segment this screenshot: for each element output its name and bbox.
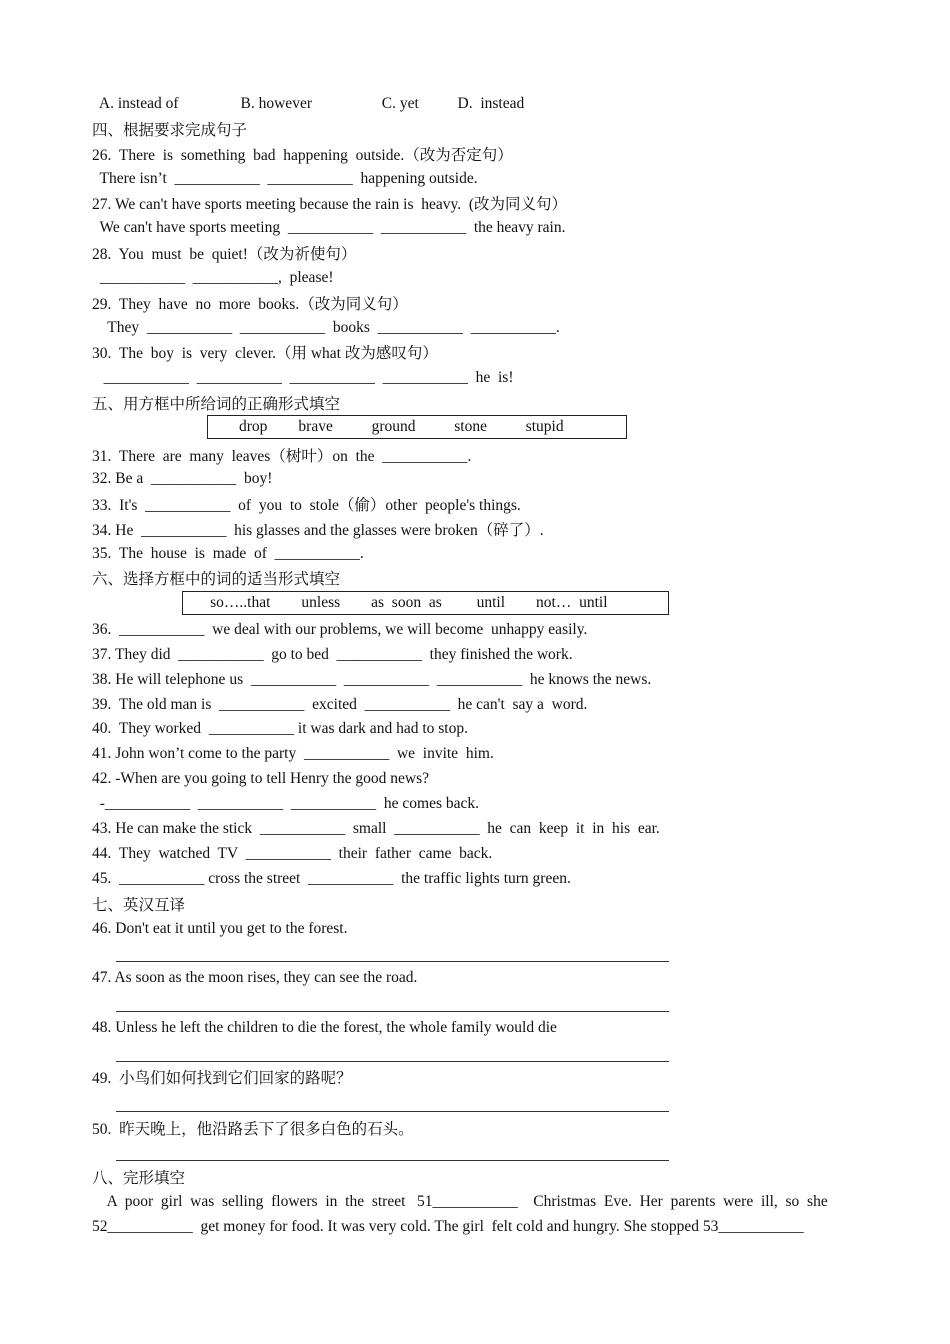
text-line: 31. There are many leaves（树叶）on the ___________.: [92, 448, 472, 465]
text-line: They ___________ ___________ books ___________ ___________.: [92, 319, 560, 336]
answer-line-49: [116, 1111, 669, 1112]
text-line: A poor girl was selling flowers in the street 51___________ Christmas Eve. Her parents were ill, so she: [92, 1193, 828, 1210]
text-line: 34. He ___________ his glasses and the glasses were broken（碎了）.: [92, 522, 544, 539]
answer-line-50: [116, 1160, 669, 1161]
word-box-section-5: drop brave ground stone stupid: [207, 415, 627, 439]
text-line: 四、根据要求完成句子: [92, 122, 248, 139]
text-line: 47. As soon as the moon rises, they can see the road.: [92, 969, 418, 986]
text-line: 33. It's ___________ of you to stole（偷）other people's things.: [92, 497, 521, 514]
text-line: 41. John won’t come to the party ___________ we invite him.: [92, 745, 494, 762]
text-line: 七、英汉互译: [92, 897, 186, 914]
text-line: 八、完形填空: [92, 1170, 186, 1187]
answer-line-46: [116, 961, 669, 962]
word-box-section-6: so…..that unless as soon as until not… until: [182, 591, 669, 615]
text-line: 39. The old man is ___________ excited ___________ he can't say a word.: [92, 696, 588, 713]
text-line: 40. They worked ___________ it was dark and had to stop.: [92, 720, 468, 737]
answer-line-47: [116, 1011, 669, 1012]
text-line: We can't have sports meeting ___________ ___________ the heavy rain.: [92, 219, 566, 236]
text-line: 38. He will telephone us ___________ ___________ ___________ he knows the news.: [92, 671, 652, 688]
text-line: 52___________ get money for food. It was very cold. The girl felt cold and hungry. She stopped 53___________: [92, 1218, 804, 1235]
text-line: 五、用方框中所给词的正确形式填空: [92, 396, 341, 413]
text-line: 50. 昨天晚上，他沿路丢下了很多白色的石头。: [92, 1121, 414, 1138]
text-line: 46. Don't eat it until you get to the forest.: [92, 920, 348, 937]
text-line: A. instead of B. however C. yet D. instead: [92, 95, 525, 112]
text-line: ___________ ___________, please!: [92, 269, 334, 286]
text-line: 六、选择方框中的词的适当形式填空: [92, 571, 341, 588]
text-line: 43. He can make the stick ___________ small ___________ he can keep it in his ear.: [92, 820, 660, 837]
text-line: 26. There is something bad happening outside.（改为否定句）: [92, 147, 513, 164]
text-line: 48. Unless he left the children to die the forest, the whole family would die: [92, 1019, 557, 1036]
text-line: 35. The house is made of ___________.: [92, 545, 364, 562]
text-line: There isn’t ___________ ___________ happening outside.: [92, 170, 478, 187]
text-line: 37. They did ___________ go to bed ___________ they finished the work.: [92, 646, 573, 663]
text-line: 27. We can't have sports meeting because the rain is heavy. (改为同义句）: [92, 196, 568, 213]
text-line: 30. The boy is very clever.（用 what 改为感叹句）: [92, 345, 438, 362]
text-line: 44. They watched TV ___________ their father came back.: [92, 845, 493, 862]
text-line: 28. You must be quiet!（改为祈使句）: [92, 246, 357, 263]
text-line: -___________ ___________ ___________ he comes back.: [92, 795, 480, 812]
answer-line-48: [116, 1061, 669, 1062]
text-line: 36. ___________ we deal with our problems, we will become unhappy easily.: [92, 621, 588, 638]
text-line: 49. 小鸟们如何找到它们回家的路呢？: [92, 1070, 352, 1087]
text-line: ___________ ___________ ___________ ___________ he is!: [92, 369, 514, 386]
text-line: 32. Be a ___________ boy!: [92, 470, 273, 487]
text-line: 42. -When are you going to tell Henry the good news?: [92, 770, 430, 787]
text-line: 45. ___________ cross the street ___________ the traffic lights turn green.: [92, 870, 571, 887]
text-line: 29. They have no more books.（改为同义句）: [92, 296, 408, 313]
